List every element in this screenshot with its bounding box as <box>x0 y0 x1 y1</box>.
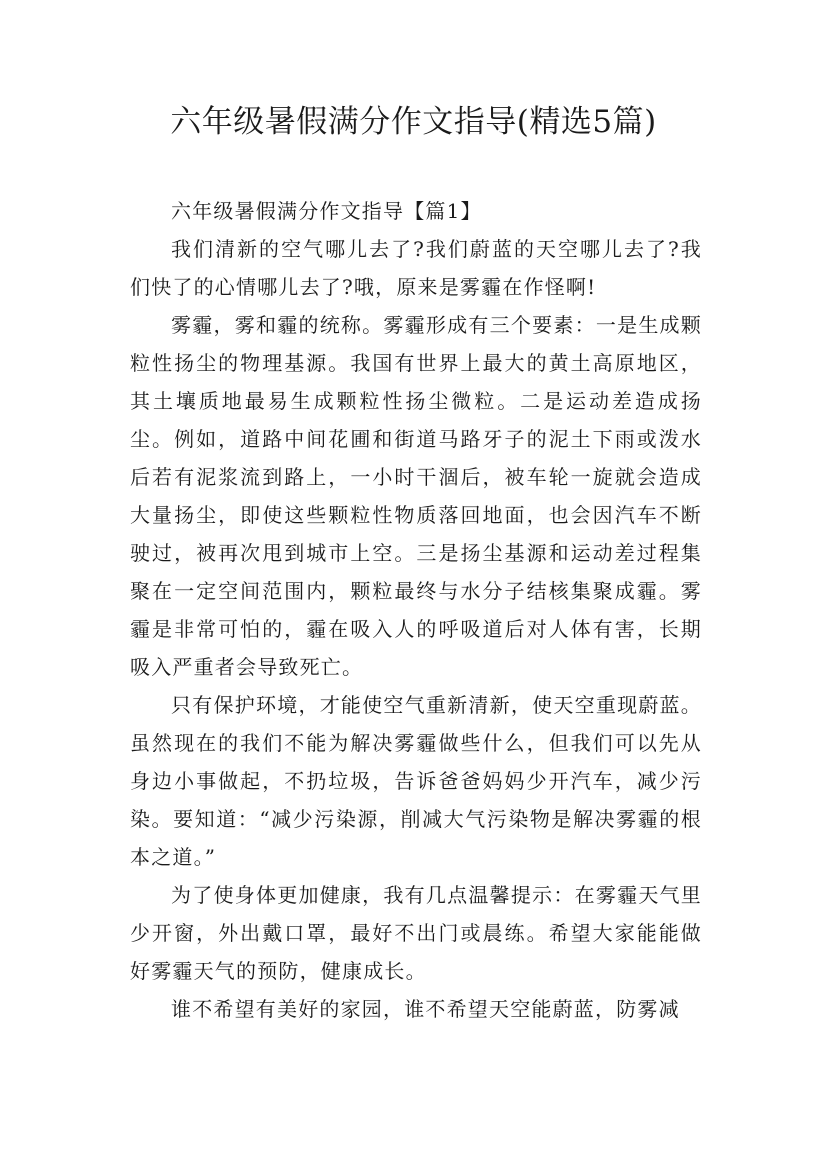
paragraph-5: 谁不希望有美好的家园，谁不希望天空能蔚蓝，防雾减 <box>171 997 680 1021</box>
paragraph-2: 雾霾，雾和霾的统称。雾霾形成有三个要素：一是生成颗粒性扬尘的物理基源。我国有世界上最大的黄土高原地区，其土壤质地最易生成颗粒性扬尘微粒。二是运动差造成扬尘。例如，道路中间花圃和街道马路牙子的泥土下雨或泼水后若有泥浆流到路上，一小时干涸后，被车轮一旋就会造成大量扬尘，即使这些颗粒性物质落回地面，也会因汽车不断驶过，被再次甩到城市上空。三是扬尘基源和运动差过程集聚在一定空间范围内，颗粒最终与水分子结核集聚成霾。雾霾是非常可怕的，霾在吸入人的呼吸道后对人体有害，长期吸入严重者会导致死亡。 <box>130 313 702 679</box>
paragraph-4: 为了使身体更加健康，我有几点温馨提示：在雾霾天气里少开窗，外出戴口罩，最好不出门或晨练。希望大家能能做好雾霾天气的预防，健康成长。 <box>130 883 702 983</box>
paragraph-3: 只有保护环境，才能使空气重新清新，使天空重现蔚蓝。虽然现在的我们不能为解决雾霾做些什么，但我们可以先从身边小事做起，不扔垃圾，告诉爸爸妈妈少开汽车，减少污染。要知道：“减少污染源，削减大气污染物是解决雾霾的根本之道。” <box>130 693 702 869</box>
section-heading: 六年级暑假满分作文指导【篇1】 <box>171 199 482 223</box>
paragraph-1: 我们清新的空气哪儿去了?我们蔚蓝的天空哪儿去了?我们快了的心情哪儿去了?哦，原来是雾霾在作怪啊! <box>130 237 702 299</box>
document-body <box>130 192 702 1028</box>
document-title: 六年级暑假满分作文指导(精选5篇) <box>170 104 657 140</box>
